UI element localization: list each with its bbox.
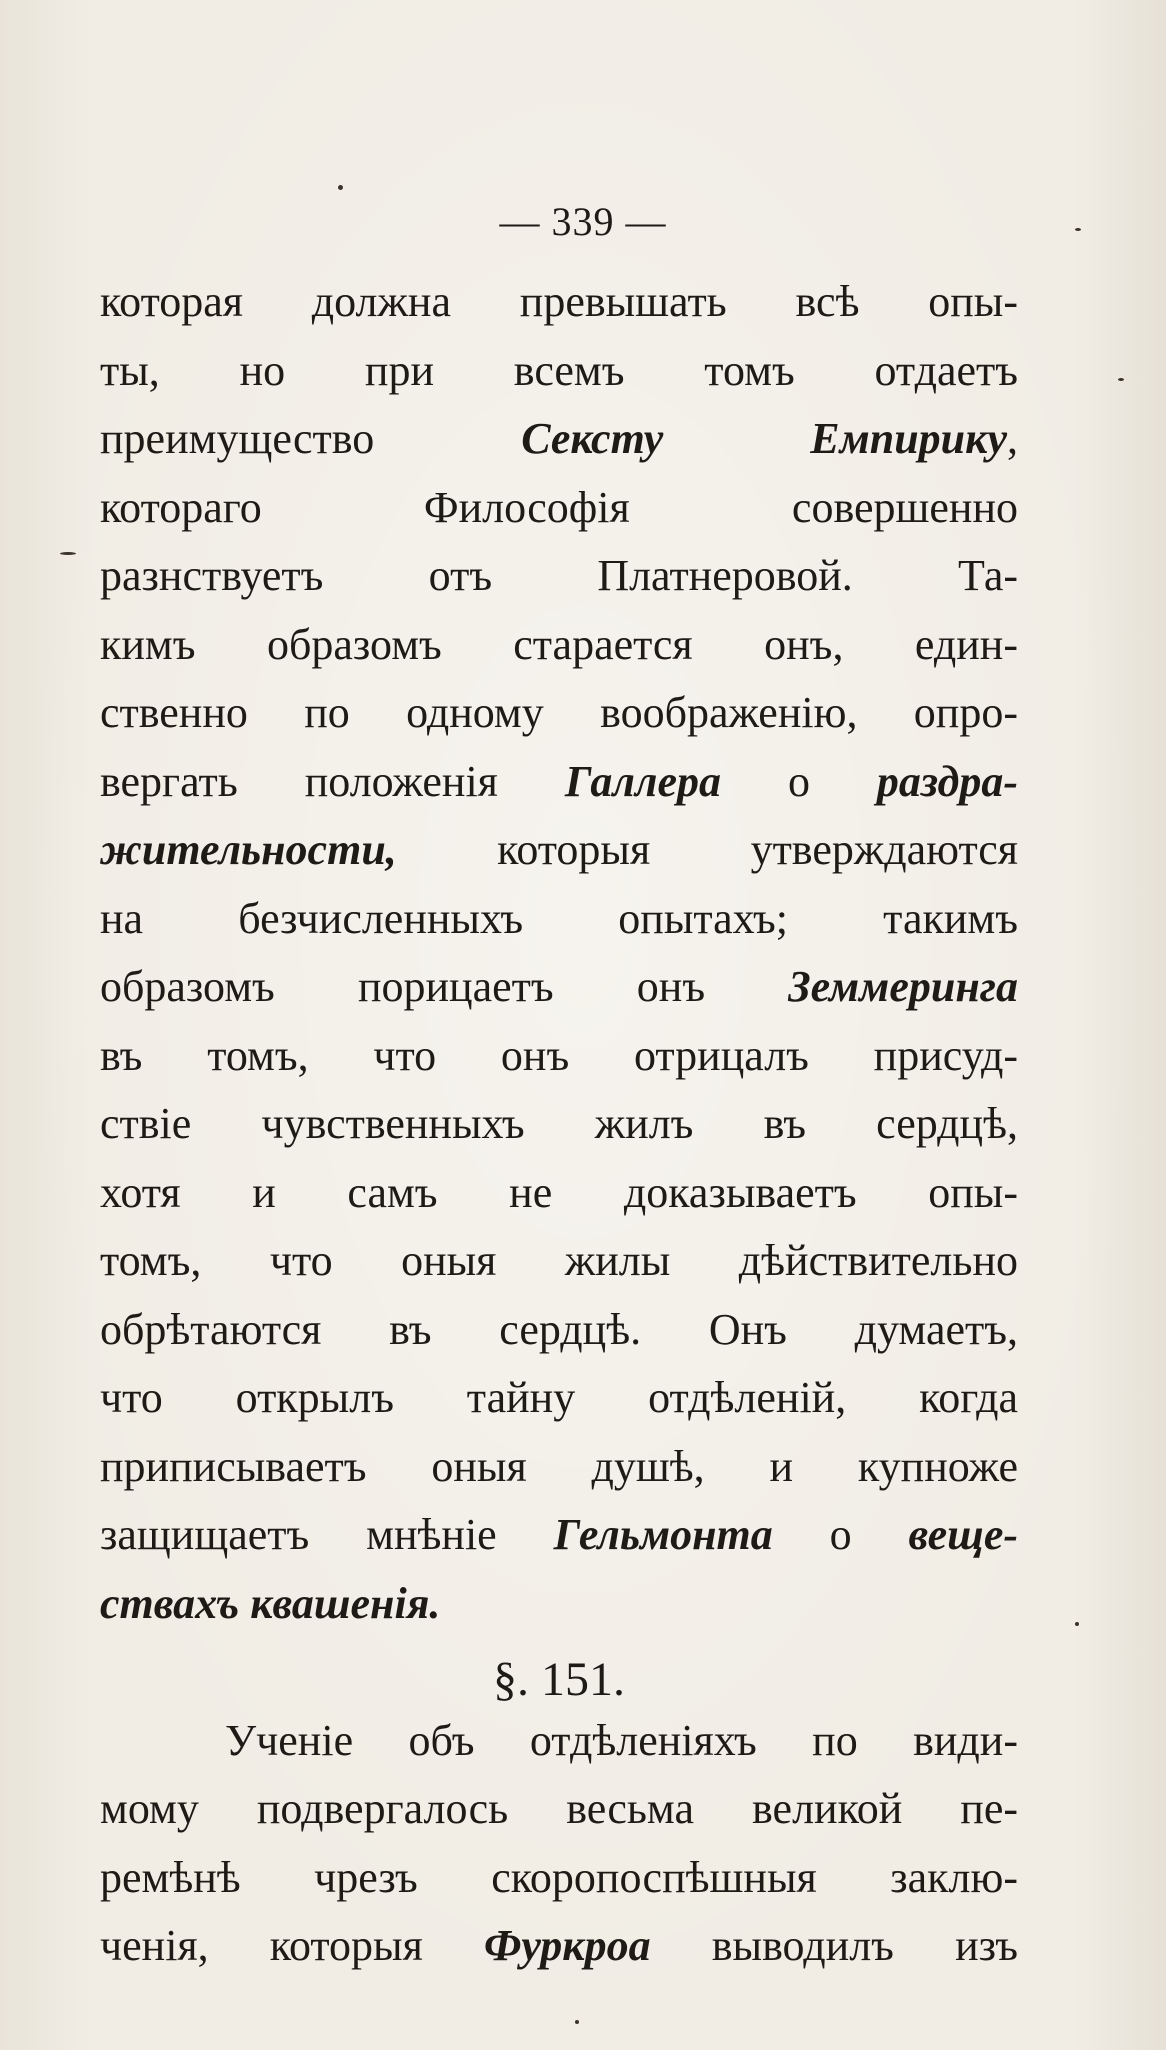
scan-speck [575, 2020, 579, 2024]
text-line [100, 1296, 1018, 1365]
scan-speck [1075, 1622, 1079, 1626]
text-segment: образомъ порицаетъ онъ [100, 962, 789, 1011]
italic-name: Сексту Емпирику [521, 414, 1007, 463]
scan-speck [60, 552, 76, 555]
text-segment: вергать положенія [100, 756, 565, 806]
text-line [100, 1159, 1018, 1228]
text-segment: Ученіе объ отдѣленіяхъ по види- [225, 1715, 1018, 1765]
italic-name: Гельмонта [553, 1510, 773, 1559]
text-segment: о [772, 1510, 909, 1559]
scan-speck [338, 185, 343, 190]
text-segment: выводилъ изъ [650, 1921, 1018, 1970]
text-segment: мому подвергалось весьма великой пе- [100, 1784, 1018, 1833]
text-segment: ченія, которыя [100, 1921, 484, 1970]
text-segment: обрѣтаются въ сердцѣ. Онъ думаетъ, [100, 1304, 1018, 1354]
text-segment: ты, но при всемъ томъ отдаетъ [100, 345, 1018, 395]
italic-name: веще- [908, 1510, 1019, 1559]
page-number-header: — 339 — [499, 199, 667, 244]
text-segment: на безчисленныхъ опытахъ; такимъ [100, 893, 1018, 943]
text-line [100, 1433, 1018, 1502]
text-line [100, 1227, 1018, 1296]
text-line [100, 1364, 1018, 1433]
italic-name: Земмеринга [788, 962, 1018, 1011]
text-segment: томъ, что оныя жилы дѣйствительно [100, 1236, 1018, 1285]
page-body-text [100, 268, 1018, 1981]
text-line [100, 474, 1018, 543]
text-segment: разнствуетъ отъ Платнеровой. Та- [100, 551, 1018, 600]
text-line [100, 611, 1018, 680]
text-line [100, 1501, 1018, 1570]
text-segment: которая должна превышать всѣ опы- [100, 277, 1018, 326]
text-line [100, 885, 1018, 954]
text-line [100, 816, 1018, 885]
italic-name: раздра- [876, 756, 1018, 806]
text-segment: защищаетъ мнѣніе [100, 1510, 554, 1559]
text-segment: приписываетъ оныя душѣ, и купноже [100, 1441, 1018, 1491]
text-segment: котораго Философія совершенно [100, 482, 1018, 532]
scan-speck [1075, 228, 1081, 231]
text-segment: , [1006, 414, 1018, 463]
text-segment: ствіе чувственныхъ жилъ въ сердцѣ, [100, 1099, 1018, 1148]
text-segment: хотя и самъ не доказываетъ опы- [100, 1167, 1018, 1217]
text-line [100, 268, 1018, 337]
paragraph-continued [100, 268, 1018, 1638]
scan-speck [1118, 378, 1124, 381]
text-line [100, 1775, 1018, 1844]
text-line [100, 1090, 1018, 1159]
text-segment: въ томъ, что онъ отрицалъ присуд- [100, 1030, 1018, 1080]
text-line [100, 1570, 1018, 1639]
italic-name: Фуркроа [483, 1921, 651, 1970]
text-line [100, 405, 1018, 474]
text-line [100, 1912, 1018, 1981]
text-line [100, 542, 1018, 611]
text-segment: что открылъ тайну отдѣленій, когда [100, 1373, 1018, 1422]
text-segment: которыя утверждаются [396, 825, 1018, 874]
text-line [100, 679, 1018, 748]
text-line [100, 1707, 1018, 1776]
italic-name: жительности, [100, 825, 397, 874]
text-line [100, 337, 1018, 406]
text-segment: ремѣнѣ чрезъ скоропоспѣшныя заклю- [100, 1852, 1018, 1902]
text-segment: о [721, 756, 877, 806]
text-segment: кимъ образомъ старается онъ, един- [100, 619, 1018, 669]
section-heading: §. 151. [493, 1653, 625, 1706]
text-segment: ственно по одному воображенію, опро- [100, 688, 1018, 737]
text-line [100, 1022, 1018, 1091]
text-segment: преимущество [100, 414, 522, 463]
paragraph-section-151 [100, 1707, 1018, 1981]
italic-name: ствахъ квашенія. [100, 1578, 441, 1628]
text-line [100, 953, 1018, 1022]
text-line [100, 748, 1018, 817]
text-line [100, 1844, 1018, 1913]
italic-name: Галлера [564, 756, 722, 806]
